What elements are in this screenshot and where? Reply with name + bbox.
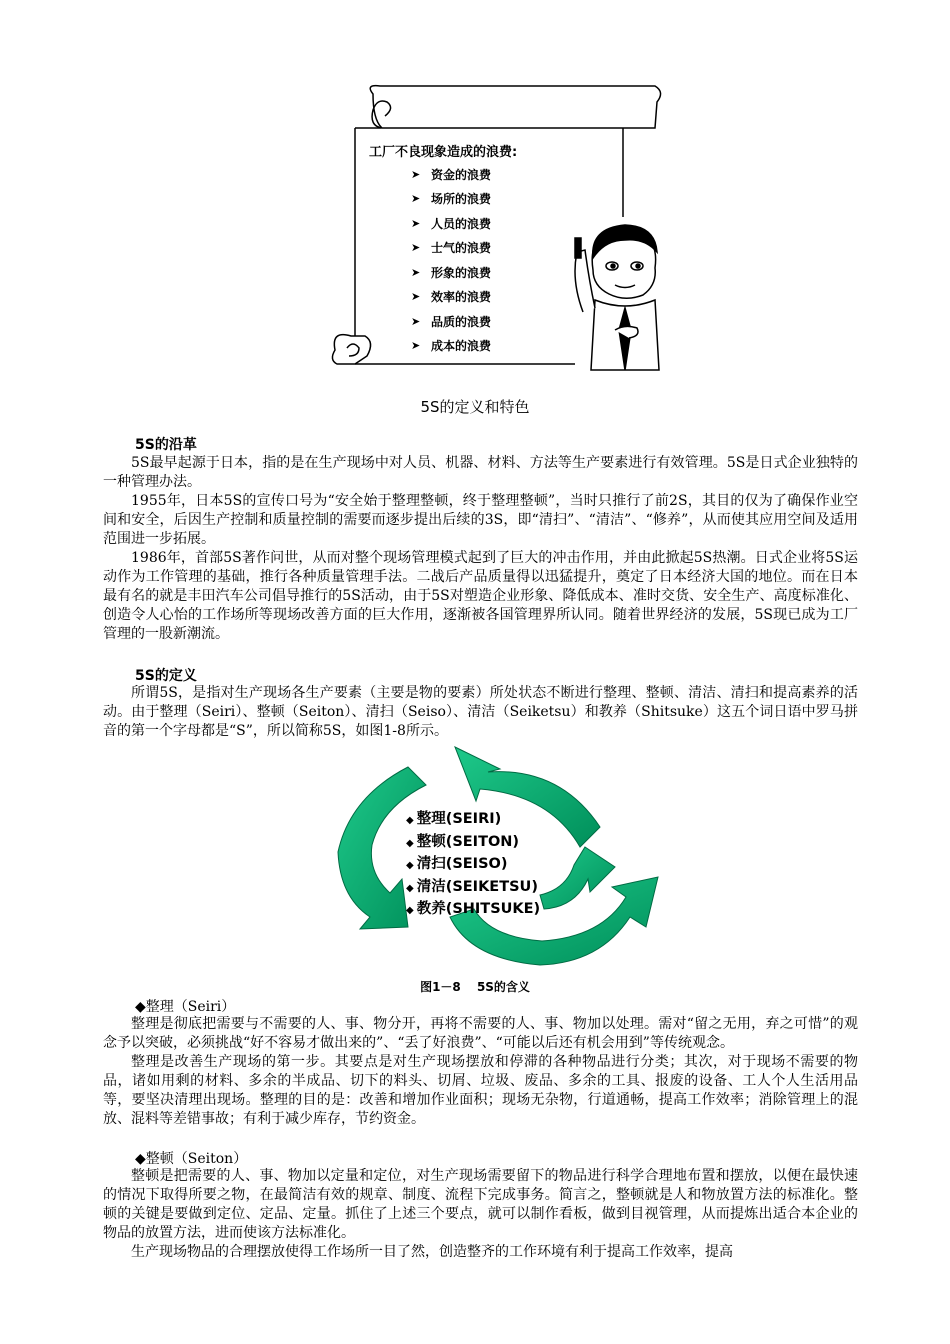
list-item <box>411 285 491 310</box>
5s-list <box>406 807 540 920</box>
diamond-bullet-icon: ◆ <box>406 905 414 916</box>
arrow-right-icon: ➤ <box>411 216 421 230</box>
list-item-label: 效率的浪费 <box>431 290 492 305</box>
list-item <box>411 187 491 212</box>
scroll-drawing <box>325 80 665 375</box>
list-item-label: 清扫(SEISO) <box>416 856 508 872</box>
list-item <box>411 162 491 187</box>
list-item-label: 整顿(SEITON) <box>416 833 520 850</box>
definition-heading: 5S的定义 <box>135 668 197 684</box>
paragraph: 所谓5S，是指对生产现场各生产要素（主要是物的要素）所处状态不断进行整理、整顿、清洁、清扫和提高素养的活动。由于整理（Seiri）、整顿（Seiton）、清扫（Seiso）、清洁（Seiketsu）和教养（Shitsuke）这五个词日语中罗马拼音的第一个字母都是“S”，所以简称5S，如图1-8所示。 <box>103 685 858 739</box>
diamond-bullet-icon: ◆ <box>406 837 414 849</box>
list-item <box>411 260 491 285</box>
5s-cycle-diagram <box>330 737 665 972</box>
list-item <box>406 852 540 875</box>
list-item <box>411 309 491 334</box>
waste-list <box>411 162 491 358</box>
list-item-label: 品质的浪费 <box>431 314 492 329</box>
paragraph: 整顿是把需要的人、事、物加以定量和定位，对生产现场需要留下的物品进行科学合理地布置和摆放，以便在最快速的情况下取得所要之物，在最简洁有效的规章、制度、流程下完成事务。简言之，整顿就是人和物放置方法的标准化。整顿的关键是要做到定位、定品、定量。抓住了上述三个要点，就可以制作看板，做到目视管理，从而提炼出适合本企业的物品的放置方法，进而使该方法标准化。 <box>103 1168 858 1241</box>
paragraph: 整理是改善生产现场的第一步。其要点是对生产现场摆放和停滞的各种物品进行分类；其次，对于现场不需要的物品，诸如用剩的材料、多余的半成品、切下的料头、切屑、垃圾、废品、多余的工具、报废的设备、工人个人生活用品等，要坚决清理出现场。整理的目的是：改善和增加作业面积；现场无杂物，行道通畅，提高工作效率；消除管理上的混放、混料等差错事故；有利于减少库存，节约资金。 <box>103 1054 858 1127</box>
list-item <box>411 236 491 261</box>
diamond-bullet-icon: ◆ <box>406 815 414 826</box>
list-item <box>406 807 540 830</box>
arrow-right-icon: ➤ <box>411 192 421 206</box>
seiton-body <box>103 1167 858 1262</box>
arrow-right-icon: ➤ <box>411 265 421 279</box>
seiton-label: ◆整顿（Seiton） <box>135 1151 248 1167</box>
list-item-label: 教养(SHITSUKE) <box>416 901 541 917</box>
cartoon-man-icon <box>575 225 659 370</box>
arrow-right-icon: ➤ <box>411 290 421 304</box>
list-item-label: 资金的浪费 <box>431 167 492 182</box>
seiri-body <box>103 1015 858 1129</box>
list-item-label: 清洁(SEIKETSU) <box>416 878 538 895</box>
definition-body <box>103 684 858 741</box>
seiri-label: ◆整理（Seiri） <box>135 999 236 1015</box>
history-body <box>103 454 858 644</box>
arrow-right-icon: ➤ <box>411 167 421 181</box>
list-item-label: 人员的浪费 <box>431 216 492 231</box>
list-item-label: 士气的浪费 <box>431 241 492 256</box>
cycle-arrow-mid <box>540 847 615 909</box>
list-item-label: 场所的浪费 <box>431 192 492 207</box>
arrow-right-icon: ➤ <box>411 339 421 353</box>
paragraph: 5S最早起源于日本，指的是在生产现场中对人员、机器、材料、方法等生产要素进行有效管理。5S是日式企业独特的一种管理办法。 <box>103 455 858 490</box>
section-title: 5S的定义和特色 <box>420 398 530 416</box>
list-item <box>411 334 491 359</box>
list-item <box>406 897 540 920</box>
list-item <box>411 211 491 236</box>
waste-scroll-illustration <box>325 80 665 375</box>
list-item-label: 成本的浪费 <box>431 339 492 354</box>
paragraph: 生产现场物品的合理摆放使得工作场所一目了然，创造整齐的工作环境有利于提高工作效率，提高 <box>131 1244 733 1260</box>
paragraph: 1955年，日本5S的宣传口号为“安全始于整理整顿，终于整理整顿”，当时只推行了前2S，其目的仅为了确保作业空间和安全，后因生产控制和质量控制的需要而逐步提出后续的3S，即“清扫”、“清洁”、“修养”，从而使其应用空间及适用范围进一步拓展。 <box>103 493 858 547</box>
figure-caption: 图1－8 5S的含义 <box>420 980 530 994</box>
list-item-label: 整理(SEIRI) <box>416 811 502 827</box>
diamond-bullet-icon: ◆ <box>406 860 414 871</box>
list-item <box>406 875 540 898</box>
paragraph: 1986年，首部5S著作问世，从而对整个现场管理模式起到了巨大的冲击作用，并由此掀起5S热潮。日式企业将5S运动作为工作管理的基础，推行各种质量管理手法。二战后产品质量得以迅猛提升，奠定了日本经济大国的地位。而在日本最有名的就是丰田汽车公司倡导推行的5S活动，由于5S对塑造企业形象、降低成本、准时交货、安全生产、高度标准化、创造令人心怡的工作场所等现场改善方面的巨大作用，逐渐被各国管理界所认同。随着世界经济的发展，5S现已成为工厂管理的一股新潮流。 <box>103 550 858 642</box>
history-heading: 5S的沿革 <box>135 437 197 453</box>
list-item <box>406 830 540 853</box>
list-item-label: 形象的浪费 <box>431 265 492 280</box>
arrow-right-icon: ➤ <box>411 314 421 328</box>
arrow-right-icon: ➤ <box>411 241 421 255</box>
paragraph: 整理是彻底把需要与不需要的人、事、物分开，再将不需要的人、事、物加以处理。需对“留之无用，弃之可惜”的观念予以突破，必须挑战“好不容易才做出来的”、“丢了好浪费”、“可能以后还有机会用到”等传统观念。 <box>103 1016 858 1051</box>
diamond-bullet-icon: ◆ <box>406 882 414 894</box>
scroll-title: 工厂不良现象造成的浪费: <box>369 145 518 160</box>
